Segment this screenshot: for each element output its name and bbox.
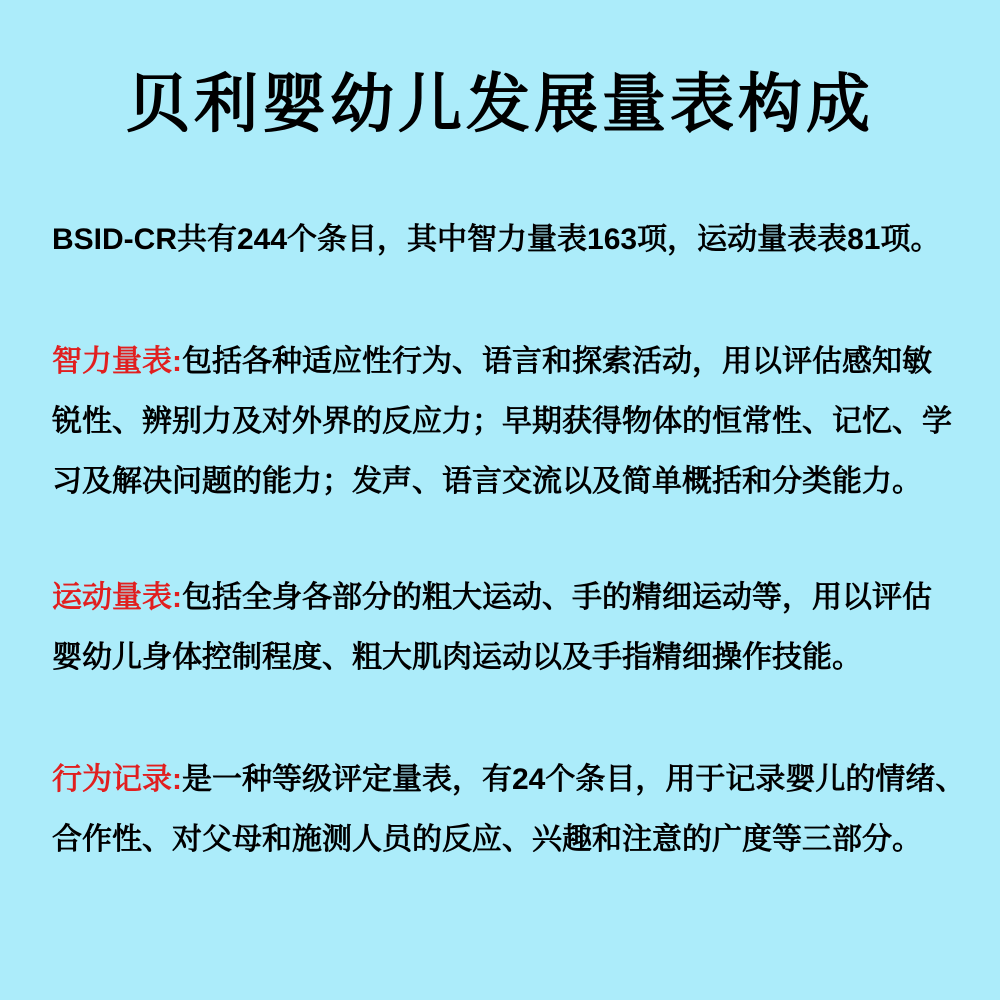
- section-text: 是一种等级评定量表，有24个条目，用于记录婴儿的情绪、: [182, 763, 966, 796]
- section-line: 婴幼儿身体控制程度、粗大肌肉运动以及手指精细操作技能。: [52, 641, 862, 674]
- intro-text: BSID-CR共有244个条目，其中智力量表163项，运动量表表81项。: [52, 223, 941, 256]
- page-title: 贝利婴幼儿发展量表构成: [126, 68, 874, 140]
- section-label-mental: 智力量表:: [52, 345, 182, 378]
- section-line: [52, 332, 980, 392]
- section-mental-scale: [52, 332, 980, 512]
- section-label-motor: 运动量表:: [52, 581, 182, 614]
- section-line: 合作性、对父母和施测人员的反应、兴趣和注意的广度等三部分。: [52, 823, 922, 856]
- section-line: 锐性、辨别力及对外界的反应力；早期获得物体的恒常性、记忆、学: [52, 405, 952, 438]
- section-text: 包括各种适应性行为、语言和探索活动，用以评估感知敏: [182, 345, 932, 378]
- section-behavior-record: [52, 750, 980, 870]
- section-line: [52, 750, 980, 810]
- section-line: [52, 568, 980, 628]
- section-motor-scale: [52, 568, 980, 688]
- section-line: 习及解决问题的能力；发声、语言交流以及简单概括和分类能力。: [52, 465, 922, 498]
- section-text: 包括全身各部分的粗大运动、手的精细运动等，用以评估: [182, 581, 932, 614]
- section-label-behavior: 行为记录:: [52, 763, 182, 796]
